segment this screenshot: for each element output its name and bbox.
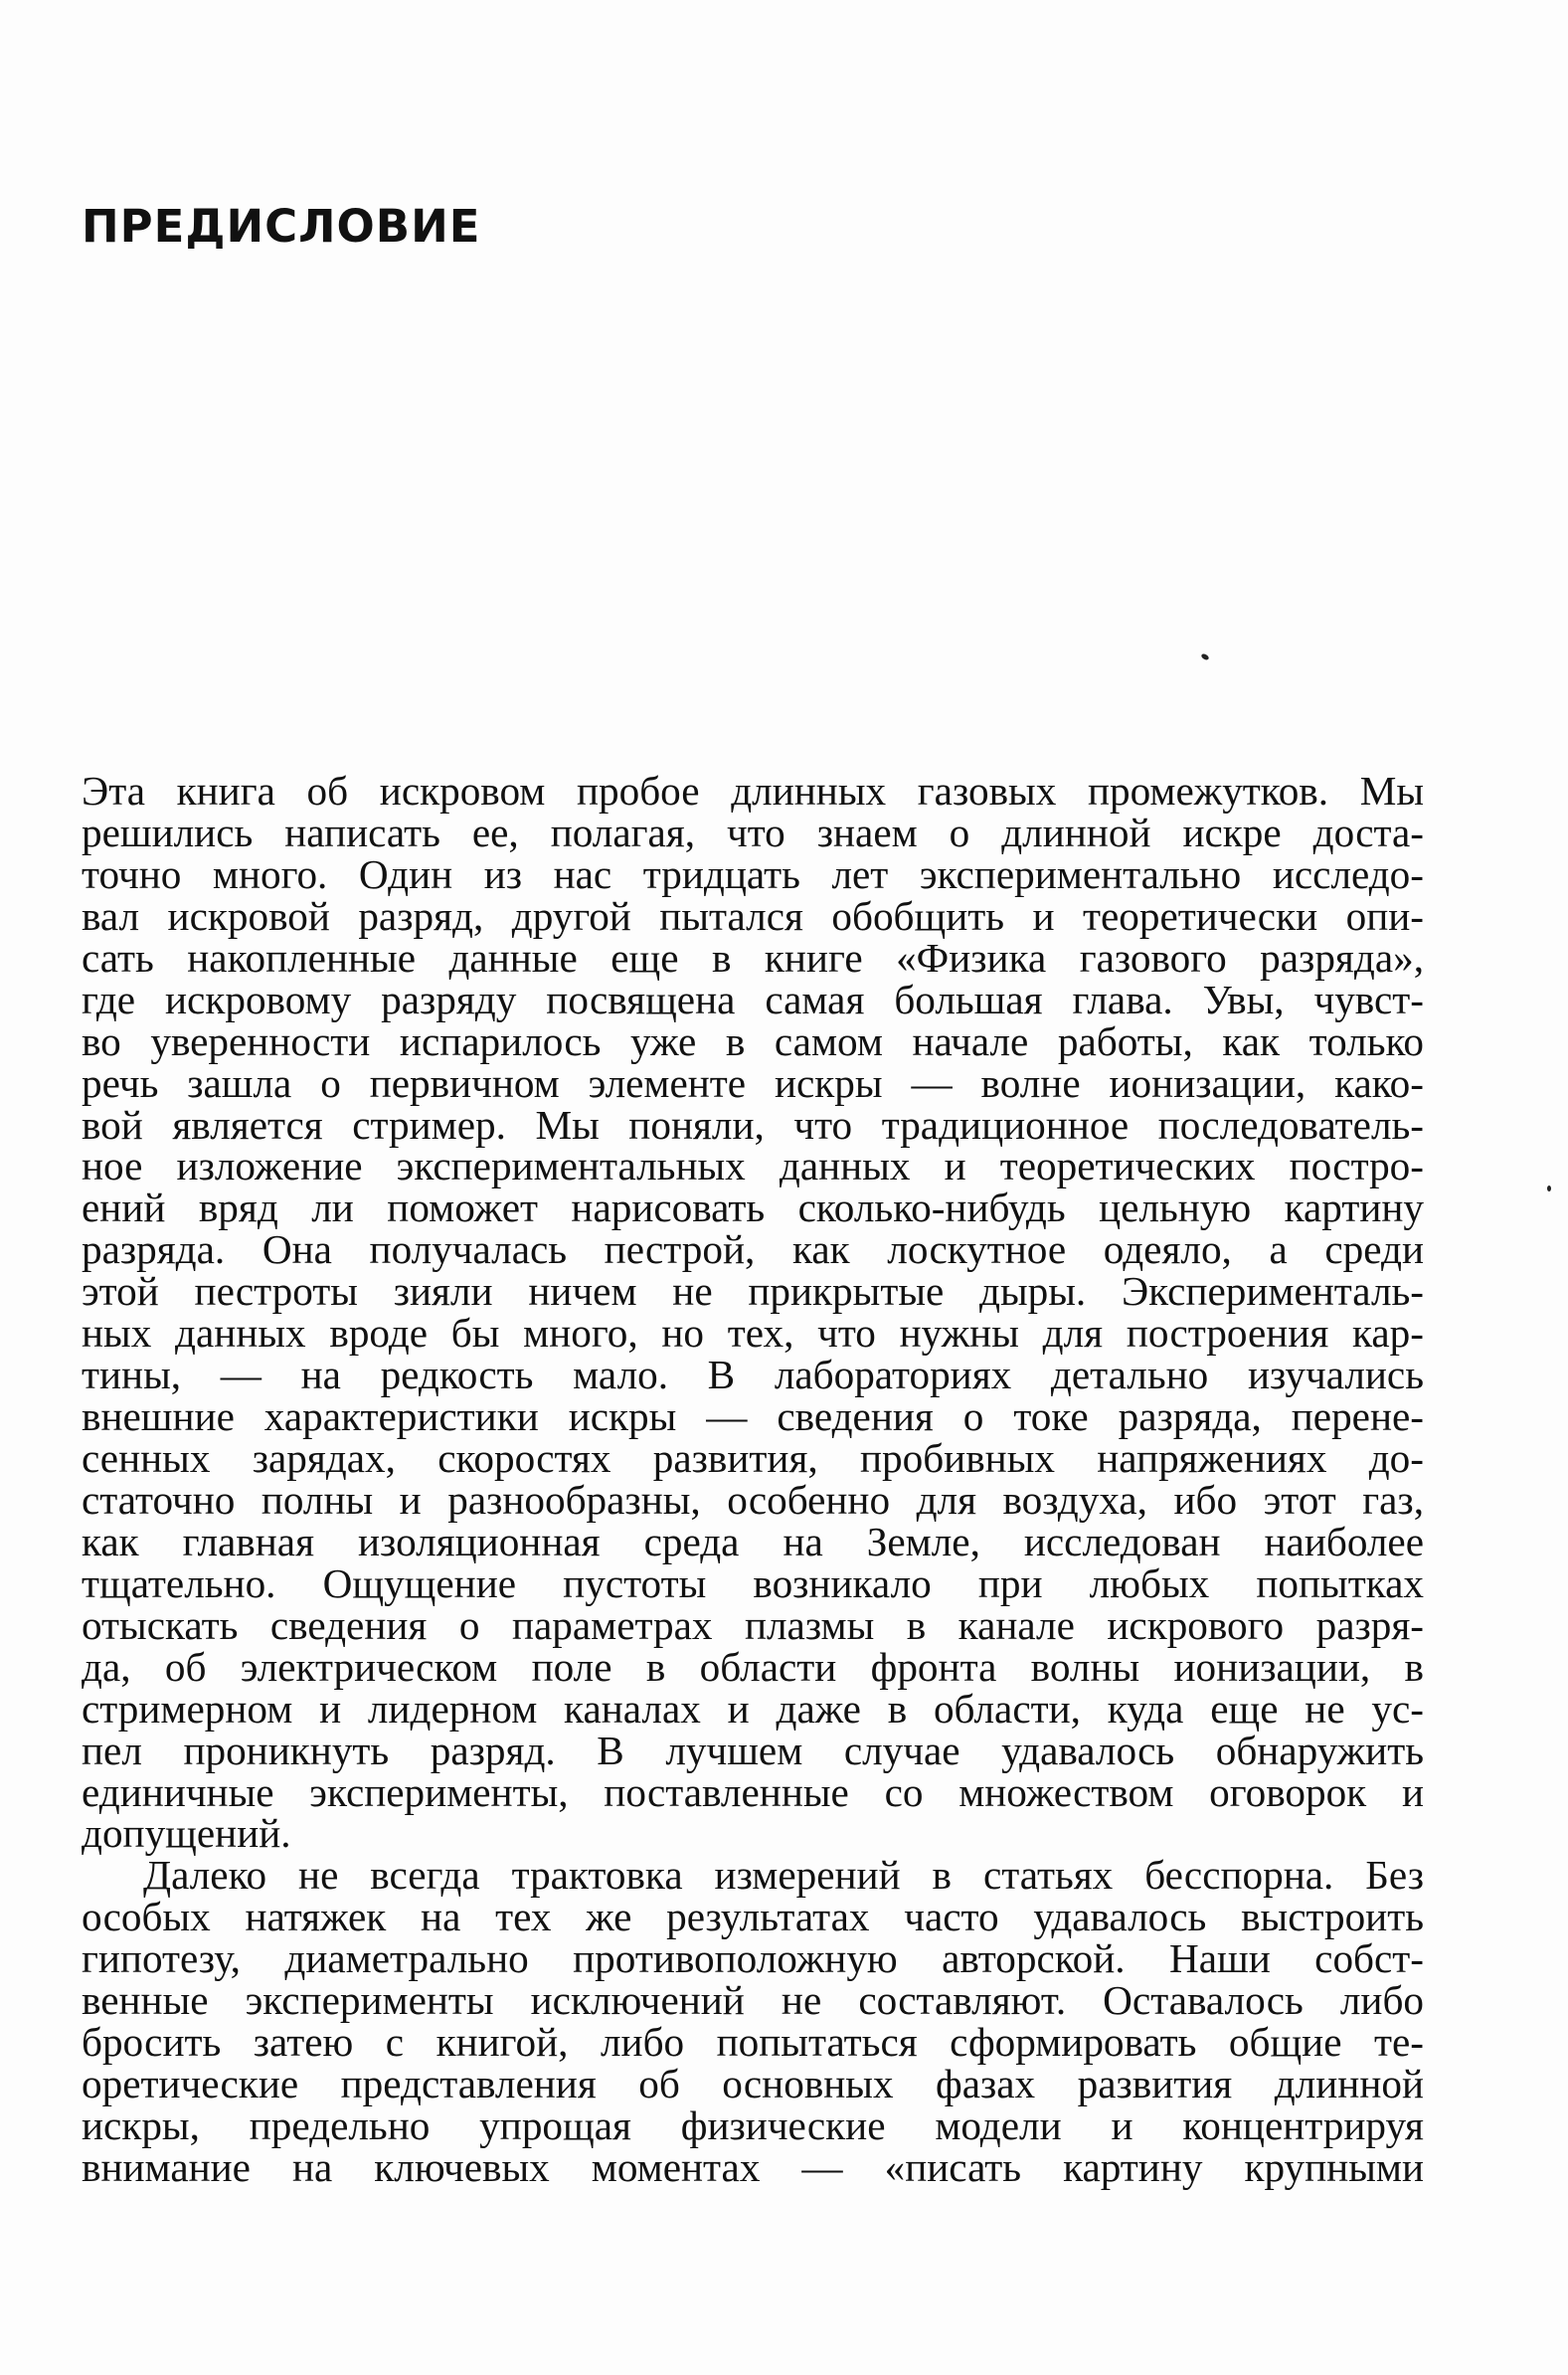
- text-line: речь зашла о первичном элементе искры — волне ионизации, како-: [82, 1059, 1424, 1106]
- text-line: вал искровой разряд, другой пытался обобщить и теоретически опи-: [82, 892, 1424, 939]
- text-line: ений вряд ли поможет нарисовать сколько-нибудь цельную картину: [82, 1185, 1424, 1231]
- page-title: ПРЕДИСЛОВИЕ: [82, 200, 481, 253]
- text-line: оретические представления об основных фазах развития длинной: [82, 2061, 1424, 2107]
- body-text: [82, 768, 1424, 2190]
- text-line: во уверенности испарилось уже в самом начале работы, как только: [82, 1017, 1424, 1064]
- text-line: где искровому разряду посвящена самая большая глава. Увы, чувст-: [82, 976, 1424, 1022]
- print-speck-top: [1200, 652, 1209, 660]
- text-line: тщательно. Ощущение пустоты возникало при любых попытках: [82, 1559, 1424, 1606]
- text-line: ных данных вроде бы много, но тех, что нужны для построения кар-: [82, 1310, 1424, 1357]
- paragraph-2: [82, 1852, 1424, 2190]
- print-speck-margin: [1547, 1186, 1551, 1191]
- text-line: отыскать сведения о параметрах плазмы в канале искрового разря-: [82, 1601, 1424, 1648]
- paragraph-1: [82, 768, 1424, 1857]
- text-line: ное изложение экспериментальных данных и теоретических постро-: [82, 1143, 1424, 1189]
- text-line: разряда. Она получалась пестрой, как лоскутное одеяло, а среди: [82, 1226, 1424, 1273]
- text-line: как главная изоляционная среда на Земле, исследован наиболее: [82, 1518, 1424, 1564]
- text-line: статочно полны и разнообразны, особенно для воздуха, ибо этот газ,: [82, 1476, 1424, 1523]
- text-line: сать накопленные данные еще в книге «Физика газового разряда»,: [82, 934, 1424, 981]
- text-line: венные эксперименты исключений не составляют. Оставалось либо: [82, 1977, 1424, 2024]
- text-line: тины, — на редкость мало. В лабораториях детально изучались: [82, 1352, 1424, 1398]
- text-line: допущений.: [82, 1810, 291, 1857]
- text-line: искры, предельно упрощая физические модели и концентрируя: [82, 2102, 1424, 2148]
- text-line: единичные эксперименты, поставленные со множеством оговорок и: [82, 1768, 1424, 1815]
- text-line: этой пестроты зияли ничем не прикрытые дыры. Эксперименталь-: [82, 1268, 1424, 1315]
- text-line: бросить затею с книгой, либо попытаться сформировать общие те-: [82, 2019, 1424, 2066]
- text-line: особых натяжек на тех же результатах часто удавалось выстроить: [82, 1894, 1424, 1940]
- text-line: Эта книга об искровом пробое длинных газовых промежутков. Мы: [82, 768, 1424, 814]
- text-line: внешние характеристики искры — сведения о токе разряда, перене-: [82, 1393, 1424, 1440]
- text-line: Далеко не всегда трактовка измерений в статьях бесспорна. Без: [143, 1852, 1424, 1899]
- text-line: вой является стример. Мы поняли, что традиционное последователь-: [82, 1101, 1424, 1148]
- text-line: пел проникнуть разряд. В лучшем случае удавалось обнаружить: [82, 1727, 1424, 1773]
- text-line: стримерном и лидерном каналах и даже в области, куда еще не ус-: [82, 1685, 1424, 1732]
- text-line: решились написать ее, полагая, что знаем о длинной искре доста-: [82, 809, 1424, 855]
- text-line: гипотезу, диаметрально противоположную авторской. Наши собст-: [82, 1935, 1424, 1982]
- text-line: сенных зарядах, скоростях развития, пробивных напряжениях до-: [82, 1435, 1424, 1481]
- text-line: внимание на ключевых моментах — «писать картину крупными: [82, 2143, 1424, 2190]
- text-line: точно много. Один из нас тридцать лет экспериментально исследо-: [82, 850, 1424, 897]
- text-line: да, об электрическом поле в области фронта волны ионизации, в: [82, 1643, 1424, 1690]
